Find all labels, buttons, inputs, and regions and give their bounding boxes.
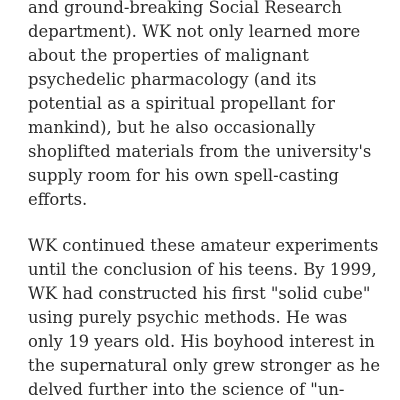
text-line: using purely psychic methods. He was xyxy=(28,308,348,327)
paragraph-spacer xyxy=(28,212,400,234)
text-line: department). WK not only learned more xyxy=(28,22,361,41)
text-line: WK had constructed his first "solid cube" xyxy=(28,284,371,303)
text-line: and ground-breaking Social Research xyxy=(28,0,342,17)
text-line: potential as a spiritual propellant for xyxy=(28,94,335,113)
text-line: about the properties of malignant xyxy=(28,46,309,65)
article-body xyxy=(28,0,400,400)
text-line: psychedelic pharmacology (and its xyxy=(28,70,317,89)
text-line: WK continued these amateur experiments xyxy=(28,236,379,255)
text-line: only 19 years old. His boyhood interest in xyxy=(28,332,375,351)
text-line: the supernatural only grew stronger as he xyxy=(28,356,381,375)
text-line: efforts. xyxy=(28,190,88,209)
text-line: mankind), but he also occasionally xyxy=(28,118,316,137)
paragraph-1 xyxy=(28,0,400,212)
text-line: supply room for his own spell-casting xyxy=(28,166,339,185)
text-line: until the conclusion of his teens. By 1999, xyxy=(28,260,377,279)
text-line: delved further into the science of "un- xyxy=(28,380,345,399)
text-line: shoplifted materials from the university's xyxy=(28,142,372,161)
paragraph-2 xyxy=(28,234,400,400)
